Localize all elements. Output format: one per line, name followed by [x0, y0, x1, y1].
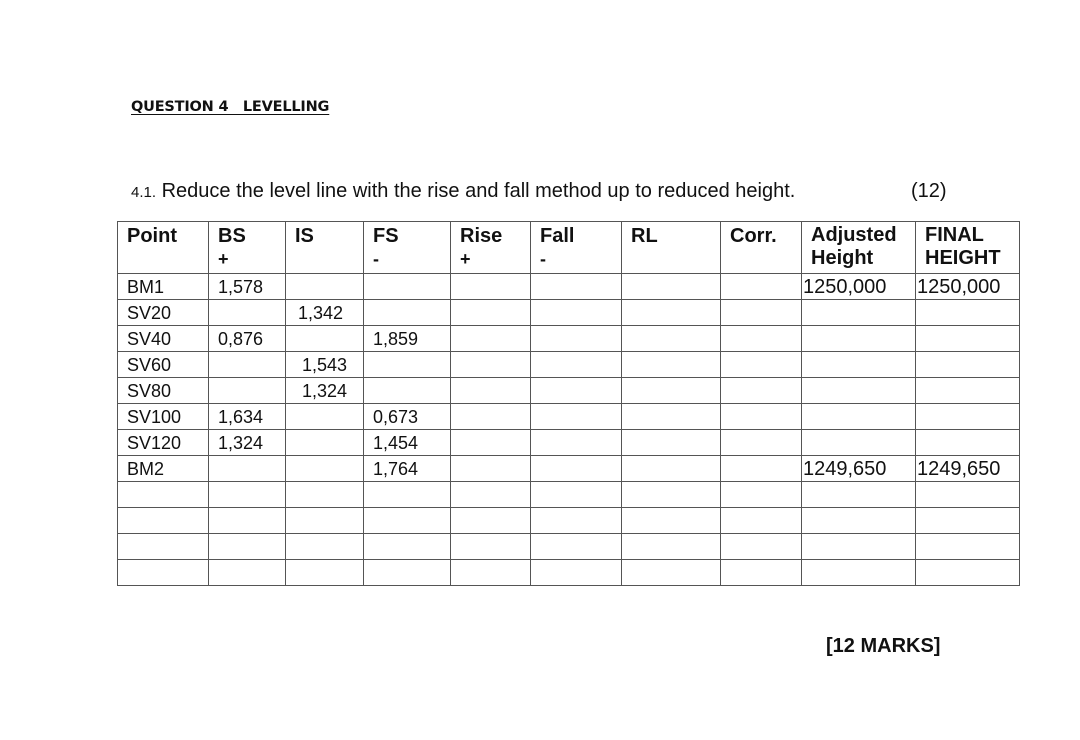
header-label: RL	[631, 225, 658, 247]
total-marks: [12 MARKS]	[826, 635, 941, 657]
table-row	[118, 560, 1020, 586]
cell-rl	[622, 508, 721, 534]
cell-is	[286, 326, 364, 352]
cell-point: BM1	[118, 274, 209, 300]
header-label: IS	[295, 225, 314, 247]
cell-corr	[721, 404, 802, 430]
table-row	[118, 300, 1020, 326]
cell-rl	[622, 560, 721, 586]
cell-final-height	[916, 300, 1020, 326]
cell-rise	[451, 378, 531, 404]
levelling-table	[117, 221, 1020, 586]
cell-rl	[622, 378, 721, 404]
cell-point: SV20	[118, 300, 209, 326]
question-statement	[131, 180, 951, 206]
cell-corr	[721, 352, 802, 378]
cell-fall	[531, 274, 622, 300]
cell-fall	[531, 456, 622, 482]
cell-final-height	[916, 404, 1020, 430]
table-row	[118, 508, 1020, 534]
cell-rl	[622, 456, 721, 482]
cell-is: 1,543	[286, 352, 364, 378]
cell-fall	[531, 508, 622, 534]
cell-point: SV120	[118, 430, 209, 456]
table-row	[118, 326, 1020, 352]
cell-point	[118, 482, 209, 508]
cell-corr	[721, 482, 802, 508]
cell-rise	[451, 326, 531, 352]
cell-is: 1,342	[286, 300, 364, 326]
cell-corr	[721, 378, 802, 404]
cell-point: SV80	[118, 378, 209, 404]
cell-fs	[364, 378, 451, 404]
cell-point: SV100	[118, 404, 209, 430]
header-label: Point	[127, 225, 177, 247]
cell-corr	[721, 456, 802, 482]
cell-bs: 1,578	[209, 274, 286, 300]
header-corr	[721, 222, 802, 274]
cell-is	[286, 482, 364, 508]
cell-fall	[531, 352, 622, 378]
header-sign: -	[540, 249, 546, 269]
cell-fs	[364, 482, 451, 508]
cell-fs	[364, 274, 451, 300]
cell-fall	[531, 404, 622, 430]
cell-adjusted-height: 1249,650	[802, 456, 916, 482]
header-sublabel: HEIGHT	[925, 247, 1001, 269]
header-label: Rise	[460, 225, 503, 247]
cell-bs	[209, 300, 286, 326]
cell-is: 1,324	[286, 378, 364, 404]
header-label: Corr.	[730, 225, 777, 247]
cell-rise	[451, 430, 531, 456]
header-label: FINAL	[925, 224, 984, 246]
question-heading: QUESTION 4 LEVELLING	[131, 99, 330, 115]
cell-final-height	[916, 560, 1020, 586]
cell-fs: 1,764	[364, 456, 451, 482]
header-sublabel: Height	[811, 247, 874, 269]
header-adjusted-height	[802, 222, 916, 274]
cell-adjusted-height	[802, 352, 916, 378]
table-row	[118, 482, 1020, 508]
cell-rl	[622, 300, 721, 326]
cell-point: BM2	[118, 456, 209, 482]
cell-fs	[364, 300, 451, 326]
cell-rl	[622, 352, 721, 378]
cell-is	[286, 430, 364, 456]
cell-adjusted-height	[802, 326, 916, 352]
cell-rise	[451, 534, 531, 560]
cell-corr	[721, 534, 802, 560]
header-sign: +	[218, 249, 229, 269]
cell-is	[286, 534, 364, 560]
table-row	[118, 352, 1020, 378]
header-label: Adjusted	[811, 224, 897, 246]
cell-rise	[451, 560, 531, 586]
cell-fall	[531, 430, 622, 456]
cell-rise	[451, 352, 531, 378]
cell-is	[286, 456, 364, 482]
cell-adjusted-height	[802, 534, 916, 560]
cell-corr	[721, 326, 802, 352]
cell-bs: 1,634	[209, 404, 286, 430]
cell-final-height	[916, 430, 1020, 456]
cell-rl	[622, 534, 721, 560]
cell-bs	[209, 378, 286, 404]
cell-point	[118, 508, 209, 534]
header-sign: +	[460, 249, 471, 269]
cell-rl	[622, 430, 721, 456]
cell-final-height	[916, 508, 1020, 534]
cell-is	[286, 508, 364, 534]
cell-corr	[721, 274, 802, 300]
question-text: Reduce the level line with the rise and fall method up to reduced height.	[161, 180, 796, 202]
cell-fall	[531, 560, 622, 586]
header-label: BS	[218, 225, 246, 247]
cell-fall	[531, 482, 622, 508]
cell-rise	[451, 456, 531, 482]
table-row	[118, 274, 1020, 300]
cell-corr	[721, 430, 802, 456]
header-fall	[531, 222, 622, 274]
table-body	[118, 274, 1020, 586]
cell-corr	[721, 560, 802, 586]
table-row	[118, 378, 1020, 404]
cell-final-height	[916, 352, 1020, 378]
cell-rise	[451, 300, 531, 326]
question-marks: (12)	[911, 180, 947, 202]
cell-fs	[364, 560, 451, 586]
cell-rl	[622, 404, 721, 430]
cell-is	[286, 560, 364, 586]
cell-rl	[622, 326, 721, 352]
cell-point	[118, 534, 209, 560]
cell-rise	[451, 404, 531, 430]
cell-final-height: 1250,000	[916, 274, 1020, 300]
header-is	[286, 222, 364, 274]
cell-bs	[209, 352, 286, 378]
cell-adjusted-height	[802, 508, 916, 534]
cell-adjusted-height	[802, 482, 916, 508]
cell-adjusted-height: 1250,000	[802, 274, 916, 300]
cell-bs	[209, 456, 286, 482]
cell-corr	[721, 300, 802, 326]
header-label: FS	[373, 225, 399, 247]
cell-adjusted-height	[802, 560, 916, 586]
cell-fs: 1,454	[364, 430, 451, 456]
cell-final-height	[916, 534, 1020, 560]
cell-fall	[531, 300, 622, 326]
cell-adjusted-height	[802, 378, 916, 404]
cell-final-height: 1249,650	[916, 456, 1020, 482]
cell-fs	[364, 352, 451, 378]
cell-point: SV40	[118, 326, 209, 352]
table-row	[118, 456, 1020, 482]
cell-bs: 0,876	[209, 326, 286, 352]
header-bs	[209, 222, 286, 274]
cell-bs	[209, 482, 286, 508]
cell-bs	[209, 508, 286, 534]
cell-point	[118, 560, 209, 586]
cell-fall	[531, 326, 622, 352]
header-rise	[451, 222, 531, 274]
cell-is	[286, 404, 364, 430]
cell-rl	[622, 482, 721, 508]
cell-rise	[451, 482, 531, 508]
cell-fs: 0,673	[364, 404, 451, 430]
header-rl	[622, 222, 721, 274]
cell-adjusted-height	[802, 430, 916, 456]
cell-adjusted-height	[802, 300, 916, 326]
header-sign: -	[373, 249, 379, 269]
cell-final-height	[916, 326, 1020, 352]
table-row	[118, 534, 1020, 560]
table-header-row	[118, 222, 1020, 274]
cell-fall	[531, 534, 622, 560]
cell-fs	[364, 508, 451, 534]
table-row	[118, 404, 1020, 430]
cell-is	[286, 274, 364, 300]
cell-fall	[531, 378, 622, 404]
question-number: 4.1.	[131, 184, 157, 201]
cell-point: SV60	[118, 352, 209, 378]
cell-final-height	[916, 378, 1020, 404]
cell-fs: 1,859	[364, 326, 451, 352]
header-final-height	[916, 222, 1020, 274]
header-label: Fall	[540, 225, 575, 247]
cell-bs	[209, 534, 286, 560]
cell-corr	[721, 508, 802, 534]
cell-bs	[209, 560, 286, 586]
table-row	[118, 430, 1020, 456]
cell-adjusted-height	[802, 404, 916, 430]
header-fs	[364, 222, 451, 274]
cell-bs: 1,324	[209, 430, 286, 456]
header-point	[118, 222, 209, 274]
cell-rl	[622, 274, 721, 300]
cell-rise	[451, 274, 531, 300]
cell-fs	[364, 534, 451, 560]
cell-rise	[451, 508, 531, 534]
cell-final-height	[916, 482, 1020, 508]
